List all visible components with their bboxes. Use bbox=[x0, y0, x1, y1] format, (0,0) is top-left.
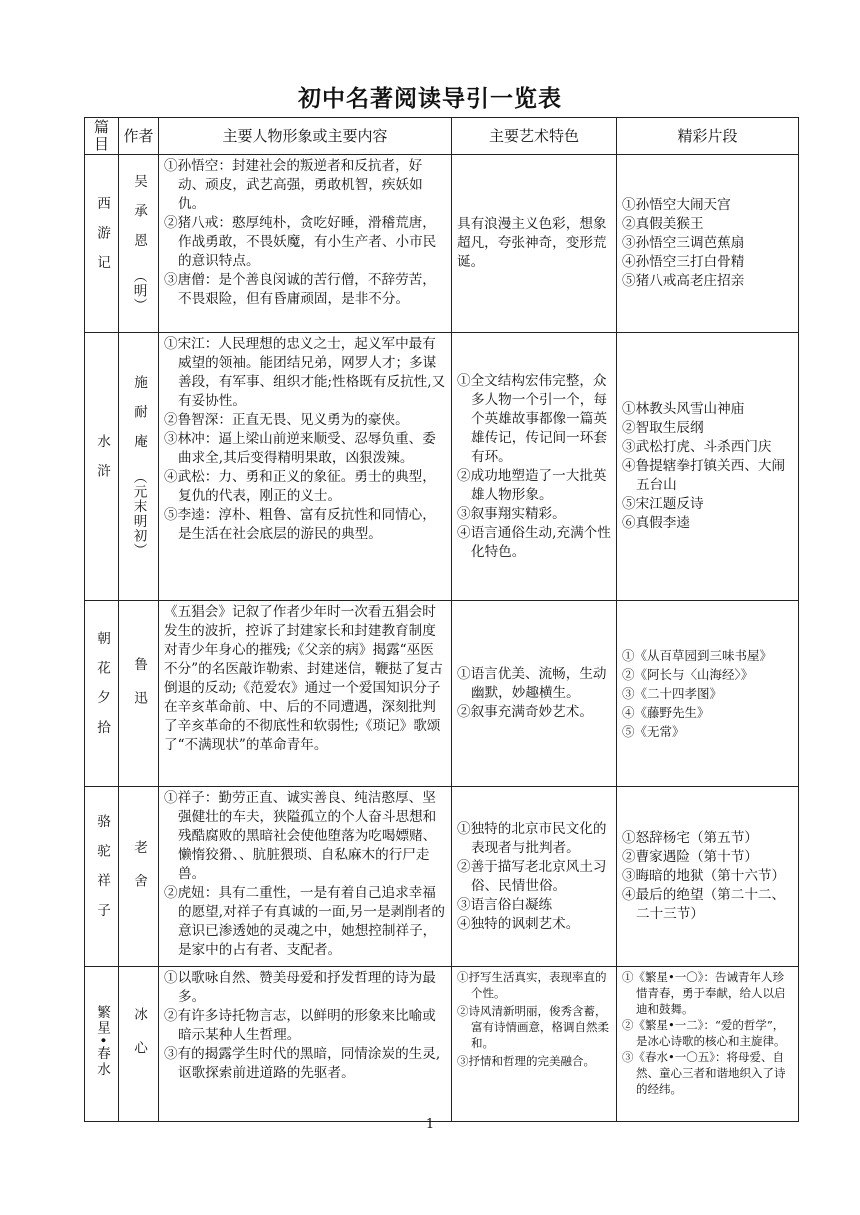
excerpt-item: ⑤《无常》 bbox=[622, 724, 685, 739]
author-name: 施耐庵 bbox=[131, 375, 147, 465]
art-cell bbox=[452, 967, 617, 1122]
excerpts-cell bbox=[617, 155, 799, 333]
book-title-cell bbox=[85, 601, 119, 787]
excerpt-item: ②《阿长与〈山海经〉》 bbox=[622, 667, 754, 682]
reading-guide-table bbox=[84, 117, 799, 1122]
author-name: 冰心 bbox=[131, 1007, 147, 1075]
author-cell bbox=[119, 333, 159, 601]
art-item: ②善于描写老北京风土习俗、民情世俗。 bbox=[457, 858, 607, 894]
art-item: ②成功地塑造了一大批英雄人物形象。 bbox=[457, 467, 607, 503]
excerpt-item: ⑤宋江题反诗 bbox=[622, 496, 704, 512]
book-title-cell bbox=[85, 155, 119, 333]
excerpt-item: ①怒辞杨宅（第五节） bbox=[622, 830, 758, 846]
book-title: 繁星•春水 bbox=[94, 1004, 110, 1078]
content-item: ①祥子：勤劳正直、诚实善良、纯洁憨厚、坚强健壮的车夫，狭隘孤立的个人奋斗思想和残酷腐败的黑暗社会使他堕落为吃喝嫖赌、懒惰狡猾、、肮脏猥琐、自私麻木的行尸走兽。 bbox=[164, 790, 437, 882]
excerpt-item: ③武松打虎、斗杀西门庆 bbox=[622, 439, 772, 455]
excerpts-cell bbox=[617, 967, 799, 1122]
content-item: ③林冲：逼上梁山前逆来顺受、忍辱负重、委曲求全,其后变得精明果敢，凶狠泼辣。 bbox=[164, 431, 436, 466]
header-excerpts: 精彩片段 bbox=[617, 118, 799, 155]
art-item: ③语言俗白凝练 bbox=[457, 896, 553, 913]
book-title: 骆驼祥子 bbox=[94, 814, 110, 933]
excerpt-item: ③晦暗的地狱（第十六节） bbox=[622, 868, 786, 884]
excerpts-cell bbox=[617, 333, 799, 601]
excerpt-item: ①孙悟空大闹天宫 bbox=[622, 197, 731, 213]
art-cell bbox=[452, 787, 617, 967]
excerpt-item: ②真假美猴王 bbox=[622, 216, 704, 232]
content-item: ⑤李逵：淳朴、粗鲁、富有反抗性和同情心，是生活在社会底层的游民的典型。 bbox=[164, 507, 436, 542]
table-row bbox=[85, 787, 799, 967]
content-item: ③有的揭露学生时代的黑暗，同情涂炭的生灵,讴歌探索前进道路的先驱者。 bbox=[164, 1046, 441, 1081]
excerpt-item: ②《繁星•一二》：“爱的哲学”，是冰心诗歌的核心和主旋律。 bbox=[622, 1018, 786, 1048]
author-cell bbox=[119, 155, 159, 333]
table-row bbox=[85, 155, 799, 333]
content-cell bbox=[159, 967, 452, 1122]
art-item: ④独特的讽刺艺术。 bbox=[457, 915, 580, 932]
content-cell bbox=[159, 601, 452, 787]
table-row bbox=[85, 601, 799, 787]
book-title: 水浒 bbox=[94, 433, 110, 494]
content-item: ②有许多诗托物言志，以鲜明的形象来比喻或暗示某种人生哲理。 bbox=[164, 1008, 436, 1043]
content-item: ②鲁智深：正直无畏、见义勇为的豪侠。 bbox=[164, 412, 409, 428]
book-title-cell bbox=[85, 967, 119, 1122]
art-item: ①抒写生活真实，表现率直的个性。 bbox=[457, 970, 607, 1000]
page-number: 1 bbox=[425, 1117, 435, 1132]
excerpts-cell bbox=[617, 787, 799, 967]
content-cell bbox=[159, 787, 452, 967]
art-item: ②叙事充满奇妙艺术。 bbox=[457, 704, 593, 720]
book-title: 朝花夕拾 bbox=[94, 631, 110, 750]
content-item: ①孙悟空：封建社会的叛逆者和反抗者，好动、顽皮，武艺高强，勇敢机智，疾妖如仇。 bbox=[164, 158, 423, 212]
author-name: 吴承恩 bbox=[131, 174, 147, 263]
author-cell bbox=[119, 967, 159, 1122]
author-name: 老舍 bbox=[131, 839, 147, 908]
excerpt-item: ③《春水•一〇五》：将母爱、自然、童心三者和谐地织入了诗的经纬。 bbox=[622, 1050, 786, 1096]
content-item: 《五猖会》记叙了作者少年时一次看五猖会时发生的波折，控诉了封建家长和封建教育制度对青少年身心的摧残;《父亲的病》揭露“巫医不分”的名医敲诈勒索、封建迷信，鞭挞了复古倒退的反动;《范爱农》通过一个爱国知识分子在辛亥革命前、中、后的不同遭遇，深刻批判了辛亥革命的不彻底性和软弱性;《琐记》歌颂了“不满现状”的革命青年。 bbox=[164, 604, 443, 753]
table-row bbox=[85, 333, 799, 601]
table-body bbox=[85, 155, 799, 1122]
content-cell bbox=[159, 333, 452, 601]
author-cell bbox=[119, 787, 159, 967]
excerpt-item: ③孙悟空三调芭蕉扇 bbox=[622, 235, 745, 251]
header-content: 主要人物形象或主要内容 bbox=[159, 118, 452, 155]
excerpt-item: ⑥真假李逵 bbox=[622, 515, 690, 531]
excerpt-item: ③《二十四孝图》 bbox=[622, 686, 723, 701]
art-cell bbox=[452, 333, 617, 601]
table-row bbox=[85, 967, 799, 1122]
header-book: 篇目 bbox=[85, 118, 119, 155]
book-title-cell bbox=[85, 787, 119, 967]
excerpt-item: ⑤猪八戒高老庄招亲 bbox=[622, 273, 745, 289]
header-art: 主要艺术特色 bbox=[452, 118, 617, 155]
book-title-cell bbox=[85, 333, 119, 601]
excerpt-item: ①《从百草园到三味书屋》 bbox=[622, 648, 773, 663]
excerpt-item: ①林教头风雪山神庙 bbox=[622, 401, 745, 417]
content-item: ①以歌咏自然、赞美母爱和抒发哲理的诗为最多。 bbox=[164, 970, 436, 1005]
content-item: ④武松：力、勇和正义的象征。勇士的典型，复仇的代表，刚正的义士。 bbox=[164, 469, 436, 504]
page-title: 初中名著阅读导引一览表 bbox=[298, 86, 562, 112]
excerpt-item: ④鲁提辖拳打镇关西、大闹五台山 bbox=[622, 458, 786, 493]
header-author: 作者 bbox=[119, 118, 159, 155]
art-item: 具有浪漫主义色彩，想象超凡，夸张神奇，变形荒诞。 bbox=[457, 216, 607, 270]
art-item: ③叙事翔实精彩。 bbox=[457, 505, 566, 522]
excerpt-item: ④最后的绝望（第二十二、二十三节） bbox=[622, 887, 786, 922]
excerpt-item: ②曹家遇险（第十节） bbox=[622, 849, 758, 865]
art-item: ②诗风清新明丽，俊秀含蓄，富有诗情画意，格调自然柔和。 bbox=[457, 1004, 609, 1050]
art-cell bbox=[452, 155, 617, 333]
art-cell bbox=[452, 601, 617, 787]
content-item: ①宋江：人民理想的忠义之士，起义军中最有威望的领袖。能团结兄弟，网罗人才；多谋善段，有军事、组织才能;性格既有反抗性,又有妥协性。 bbox=[164, 336, 446, 409]
book-title: 西游记 bbox=[94, 196, 110, 285]
excerpts-cell bbox=[617, 601, 799, 787]
author-era: （元末明初） bbox=[130, 470, 147, 558]
content-cell bbox=[159, 155, 452, 333]
excerpt-item: ①《繁星•一〇》：告诫青年人珍惜青春，勇于奉献，给人以启迪和鼓舞。 bbox=[622, 970, 786, 1016]
art-item: ①语言优美、流畅，生动幽默，妙趣横生。 bbox=[457, 666, 607, 701]
excerpt-item: ④孙悟空三打白骨精 bbox=[622, 254, 745, 270]
author-era: （明） bbox=[130, 269, 147, 313]
content-item: ②虎妞：具有二重性，一是有着自己追求幸福的愿望,对祥子有真诚的一面,另一是剥削者的意识已渗透她的灵魂之中，她想控制祥子，是家中的占有者、支配者。 bbox=[164, 885, 445, 958]
excerpt-item: ④《藤野先生》 bbox=[622, 705, 710, 720]
art-item: ①全文结构宏伟完整，众多人物一个引一个，每个英雄故事都像一篇英雄传记，传记间一环套有环。 bbox=[457, 372, 607, 465]
table-header-row bbox=[85, 118, 799, 155]
author-cell bbox=[119, 601, 159, 787]
content-item: ②猪八戒：憨厚纯朴，贪吃好睡，滑稽荒唐，作战勇敢，不畏妖魔，有小生产者、小市民的意识特点。 bbox=[164, 215, 437, 269]
content-item: ③唐僧：是个善良闵诚的苦行僧，不辞劳苦，不畏艰险，但有昏庸顽固，是非不分。 bbox=[164, 272, 436, 307]
excerpt-item: ②智取生辰纲 bbox=[622, 420, 704, 436]
author-name: 鲁迅 bbox=[131, 656, 147, 725]
art-item: ④语言通俗生动,充满个性化特色。 bbox=[457, 524, 611, 560]
art-item: ③抒情和哲理的完美融合。 bbox=[457, 1054, 595, 1068]
art-item: ①独特的北京市民文化的表现者与批判者。 bbox=[457, 820, 607, 856]
